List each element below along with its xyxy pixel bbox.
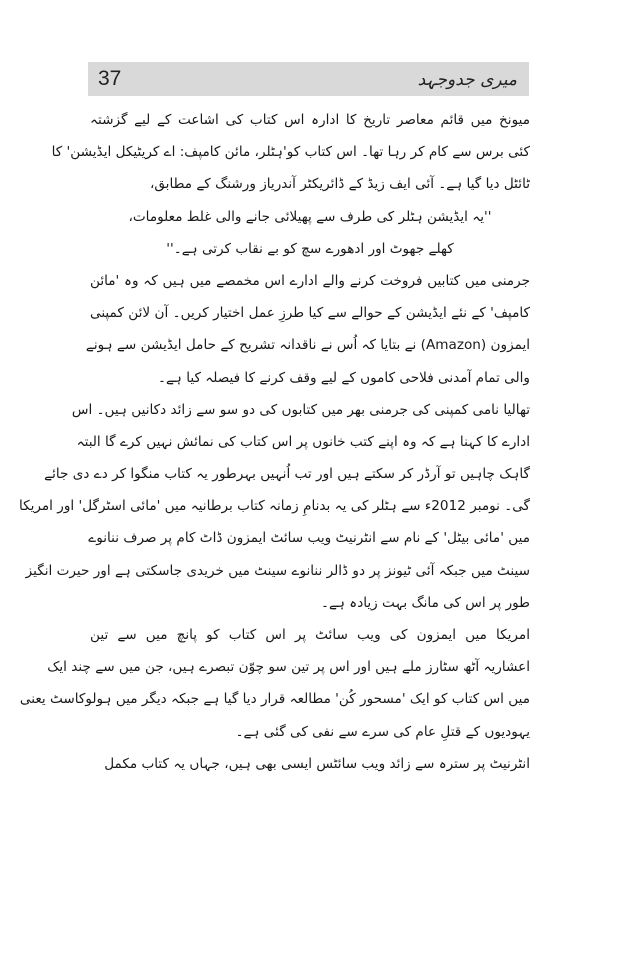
quote-line: ''یہ ایڈیشن ہٹلر کی طرف سے پھیلائی جانے والی غلط معلومات، [128,208,492,225]
text-line: گاہک چاہیں تو آرڈر کر سکتے ہیں اور تب اُنہیں بہرطور یہ کتاب منگوا کر دے دی جائے [44,466,530,483]
text-line: ادارے کا کہنا ہے کہ وہ اپنے کتب خانوں پر اس کتاب کی نمائش نہیں کرے گا البتہ [76,433,530,450]
running-title: میری جدوجہد [417,69,517,90]
text-line: میں اس کتاب کو ایک 'مسحور کُن' مطالعہ قرار دیا گیا ہے جبکہ دیگر میں ہولوکاسٹ یعنی [19,691,530,708]
text-line: ایمزون (Amazon) نے بتایا کہ اُس نے ناقدانہ تشریح کے حامل ایڈیشن سے ہونے [85,337,530,354]
page-header [88,62,529,96]
text-line: میونخ میں قائم معاصر تاریخ کا ادارہ اس کتاب کی اشاعت کے لیے گزشتہ [90,112,530,128]
text-line: تھالیا نامی کمپنی کی جرمنی بھر میں کتابوں کی دو سو سے زائد دکانیں ہیں۔ اس [71,401,530,418]
text-line: میں 'مائی بیٹل' کے نام سے انٹرنیٹ ویب سائٹ ایمزون ڈاٹ کام پر صرف ننانوے [88,530,530,547]
text-line: والی تمام آمدنی فلاحی کاموں کے لیے وقف کرنے کا فیصلہ کیا ہے۔ [158,369,530,386]
text-line: انٹرنیٹ پر سترہ سے زائد ویب سائٹس ایسی بھی ہیں، جہاں یہ کتاب مکمل [104,755,530,772]
text-line: گی۔ نومبر 2012ء سے ہٹلر کی یہ بدنامِ زمانہ کتاب برطانیہ میں 'مائی اسٹرگل' اور امریکا [18,498,530,515]
text-line: طور پر اس کی مانگ بہت زیادہ ہے۔ [321,594,530,611]
text-line: کامپف' کے نئے ایڈیشن کے حوالے سے کیا طرزِ عمل اختیار کریں۔ آن لائن کمپنی [90,305,530,322]
text-line: جرمنی میں کتابیں فروخت کرنے والے ادارے اس مخمصے میں ہیں کہ وہ 'مائن [90,272,530,289]
text-line: یہودیوں کے قتلِ عام کی سرے سے نفی کی گئی ہے۔ [235,723,530,740]
body-text [18,104,530,780]
text-line: سینٹ میں جبکہ آئی ٹیونز پر دو ڈالر ننانوے سینٹ میں خریدی جاسکتی ہے اور حیرت انگیز [25,562,530,579]
quote-line: کھلے جھوٹ اور ادھورے سچ کو بے نقاب کرتی ہے۔'' [166,240,454,257]
text-line: ٹائٹل دیا گیا ہے۔ آئی ایف زیڈ کے ڈائریکٹر آندریاز ورشنگ کے مطابق، [149,176,530,193]
text-line: امریکا میں ایمزون کی ویب سائٹ پر اس کتاب کو پانچ میں سے تین [90,627,530,643]
page-number: 37 [98,67,122,90]
text-line: اعشاریہ آٹھ سٹارز ملے ہیں اور اس پر تین سو چوّن تبصرے ہیں، جن میں سے چند ایک [47,659,530,676]
text-line: کئی برس سے کام کر رہا تھا۔ اس کتاب کو'ہٹلر، مائن کامپف: اے کریٹیکل ایڈیشن' کا [51,144,530,161]
